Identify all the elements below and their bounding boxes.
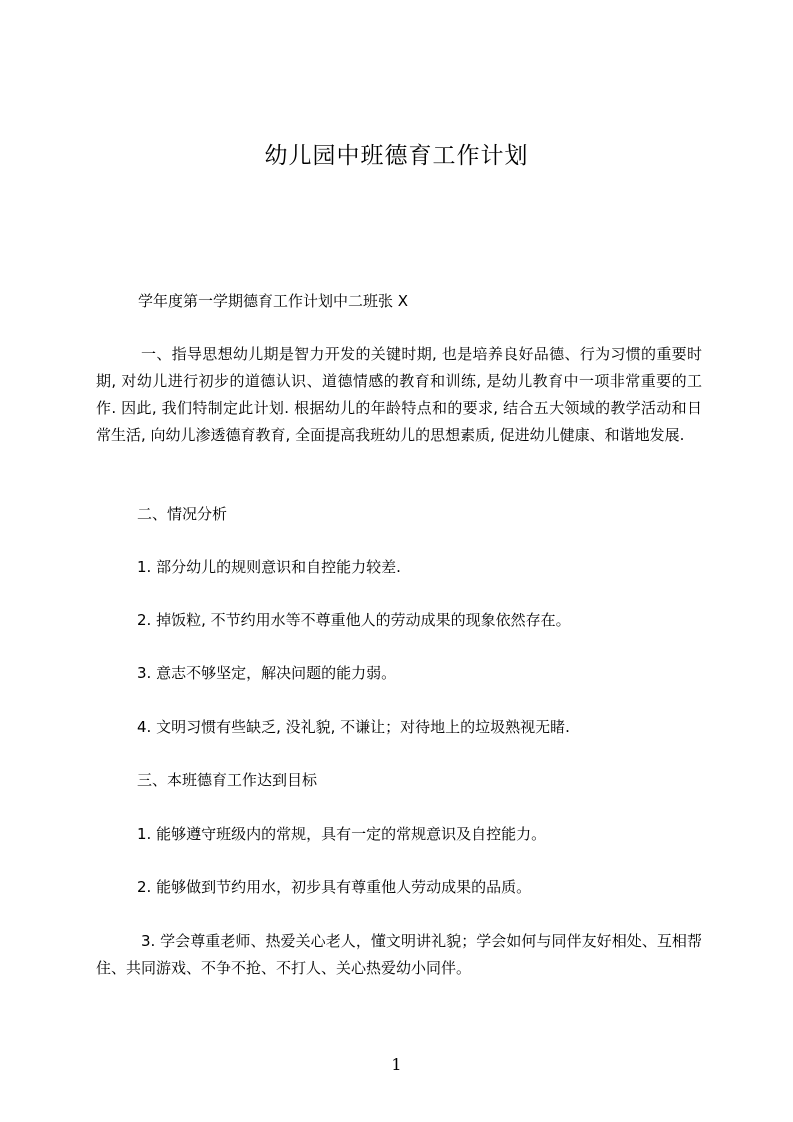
goal-item-1: 1. 能够遵守班级内的常规，具有一定的常规意识及自控能力。 [137,825,547,843]
page-number: 1 [391,1055,402,1074]
analysis-item-4: 4. 文明习惯有些缺乏, 没礼貌, 不谦让；对待地上的垃圾熟视无睹. [137,718,570,736]
analysis-item-1: 1. 部分幼儿的规则意识和自控能力较差. [137,558,401,576]
class-goals-heading: 三、本班德育工作达到目标 [137,771,318,789]
goal-item-2: 2. 能够做到节约用水，初步具有尊重他人劳动成果的品质。 [137,878,532,896]
analysis-item-2: 2. 掉饭粒, 不节约用水等不尊重他人的劳动成果的现象依然存在。 [137,611,571,629]
guiding-ideology-paragraph: 一、指导思想幼儿期是智力开发的关键时期, 也是培养良好品德、行为习惯的重要时期, 对幼儿进行初步的道德认识、道德情感的教育和训练, 是幼儿教育中一项非常重要的工作. 因此, 我们特制定此计划. 根据幼儿的年龄特点和的要求, 结合五大领域的教学活动和日常生活, 向幼儿渗透德育教育, 全面提高我班幼儿的思想素质, 促进幼儿健康、和谐地发展. [96,345,702,444]
goal-item-3-paragraph: 3. 学会尊重老师、热爱关心老人，懂文明讲礼貌；学会如何与同伴友好相处、互相帮住、共同游戏、不争不抢、不打人、关心热爱幼小同伴。 [96,932,702,977]
document-subtitle: 学年度第一学期德育工作计划中二班张 X [138,292,409,310]
analysis-item-3: 3. 意志不够坚定，解决问题的能力弱。 [137,664,397,682]
situation-analysis-heading: 二、情况分析 [137,505,228,523]
document-title: 幼儿园中班德育工作计划 [264,143,529,169]
